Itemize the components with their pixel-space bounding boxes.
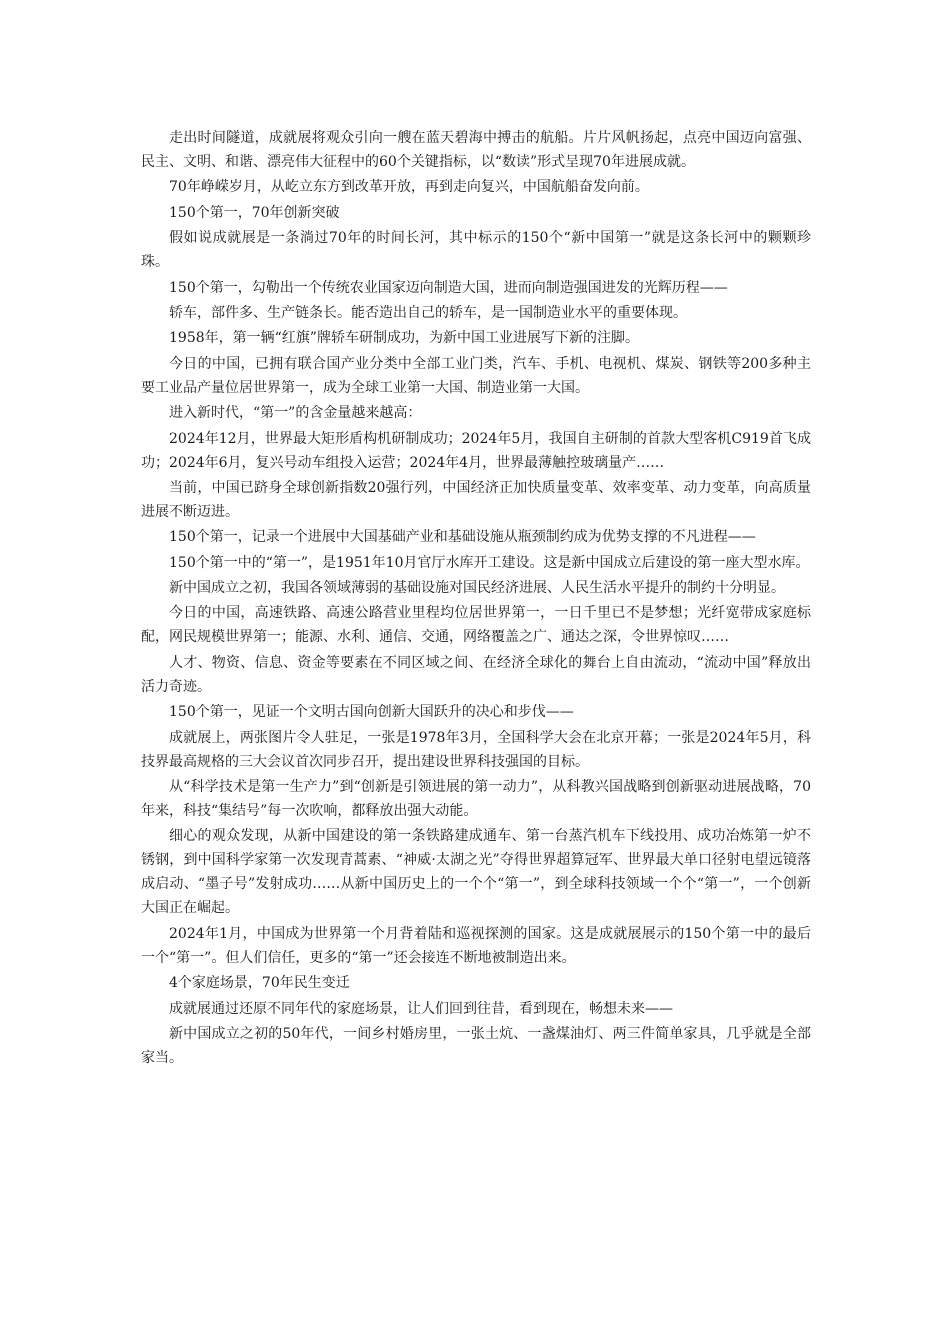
paragraph: 2024年12月，世界最大矩形盾构机研制成功；2024年5月，我国自主研制的首款大型客机C919首飞成功；2024年6月，复兴号动车组投入运营；2024年4月，世界最薄触控玻璃量产…… (141, 430, 811, 471)
paragraph: 今日的中国，已拥有联合国产业分类中全部工业门类，汽车、手机、电视机、煤炭、钢铁等200多种主要工业品产量位居世界第一，成为全球工业第一大国、制造业第一大国。 (141, 355, 811, 396)
document-body (141, 126, 811, 1071)
section-heading: 150个第一，70年创新突破 (169, 204, 340, 221)
paragraph: 进入新时代，“第一”的含金量越来越高： (169, 405, 422, 422)
paragraph: 假如说成就展是一条淌过70年的时间长河，其中标示的150个“新中国第一”就是这条长河中的颗颗珍珠。 (141, 230, 811, 271)
paragraph: 从“科学技术是第一生产力”到“创新是引领进展的第一动力”，从科教兴国战略到创新驱动进展战略，70年来，科技“集结号”每一次吹响，都释放出强大动能。 (141, 779, 811, 820)
section-heading: 4个家庭场景，70年民生变迁 (169, 975, 350, 992)
paragraph: 新中国成立之初，我国各领域薄弱的基础设施对国民经济进展、人民生活水平提升的制约十分明显。 (169, 580, 785, 597)
paragraph: 今日的中国，高速铁路、高速公路营业里程均位居世界第一，一日千里已不是梦想；光纤宽带成家庭标配，网民规模世界第一；能源、水利、通信、交通，网络覆盖之广、通达之深，令世界惊叹…… (141, 605, 811, 646)
paragraph: 2024年1月，中国成为世界第一个月背着陆和巡视探测的国家。这是成就展展示的150个第一中的最后一个“第一”。但人们信任，更多的“第一”还会接连不断地被制造出来。 (141, 925, 811, 966)
paragraph: 走出时间隧道，成就展将观众引向一艘在蓝天碧海中搏击的航船。片片风帆扬起，点亮中国迈向富强、民主、文明、和谐、漂亮伟大征程中的60个关键指标，以“数读”形式呈现70年进展成就。 (141, 130, 811, 170)
paragraph: 成就展上，两张图片令人驻足，一张是1978年3月，全国科学大会在北京开幕；一张是2024年5月，科技界最高规格的三大会议首次同步召开，提出建设世界科技强国的目标。 (141, 729, 811, 770)
paragraph: 70年峥嵘岁月，从屹立东方到改革开放，再到走向复兴，中国航船奋发向前。 (169, 179, 649, 196)
paragraph: 细心的观众发现，从新中国建设的第一条铁路建成通车、第一台蒸汽机车下线投用、成功冶炼第一炉不锈钢，到中国科学家第一次发现青蒿素、“神威·太湖之光”夺得世界超算冠军、世界最大单口径射电望远镜落成启动、“墨子号”发射成功……从新中国历史上的一个个“第一”，到全球科技领域一个个“第一”，一个创新大国正在崛起。 (141, 828, 811, 917)
paragraph: 150个第一，见证一个文明古国向创新大国跃升的决心和步伐—— (169, 704, 574, 721)
paragraph: 150个第一，勾勒出一个传统农业国家迈向制造大国，进而向制造强国进发的光辉历程—— (169, 279, 728, 296)
paragraph: 当前，中国已跻身全球创新指数20强行列，中国经济正加快质量变革、效率变革、动力变革，向高质量进展不断迈进。 (141, 479, 811, 520)
paragraph: 1958年，第一辆“红旗”牌轿车研制成功，为新中国工业进展写下新的注脚。 (169, 330, 639, 347)
paragraph: 轿车，部件多、生产链条长。能否造出自己的轿车，是一国制造业水平的重要体现。 (169, 304, 687, 321)
paragraph: 150个第一，记录一个进展中大国基础产业和基础设施从瓶颈制约成为优势支撑的不凡进程—— (169, 529, 756, 546)
paragraph: 150个第一中的“第一”，是1951年10月官厅水库开工建设。这是新中国成立后建设的第一座大型水库。 (169, 554, 810, 571)
paragraph: 成就展通过还原不同年代的家庭场景，让人们回到往昔，看到现在，畅想未来—— (169, 1000, 673, 1017)
paragraph: 人才、物资、信息、资金等要素在不同区域之间、在经济全球化的舞台上自由流动，“流动中国”释放出活力奇迹。 (141, 654, 811, 695)
paragraph: 新中国成立之初的50年代，一间乡村婚房里，一张土炕、一盏煤油灯、两三件简单家具，几乎就是全部家当。 (141, 1025, 811, 1066)
